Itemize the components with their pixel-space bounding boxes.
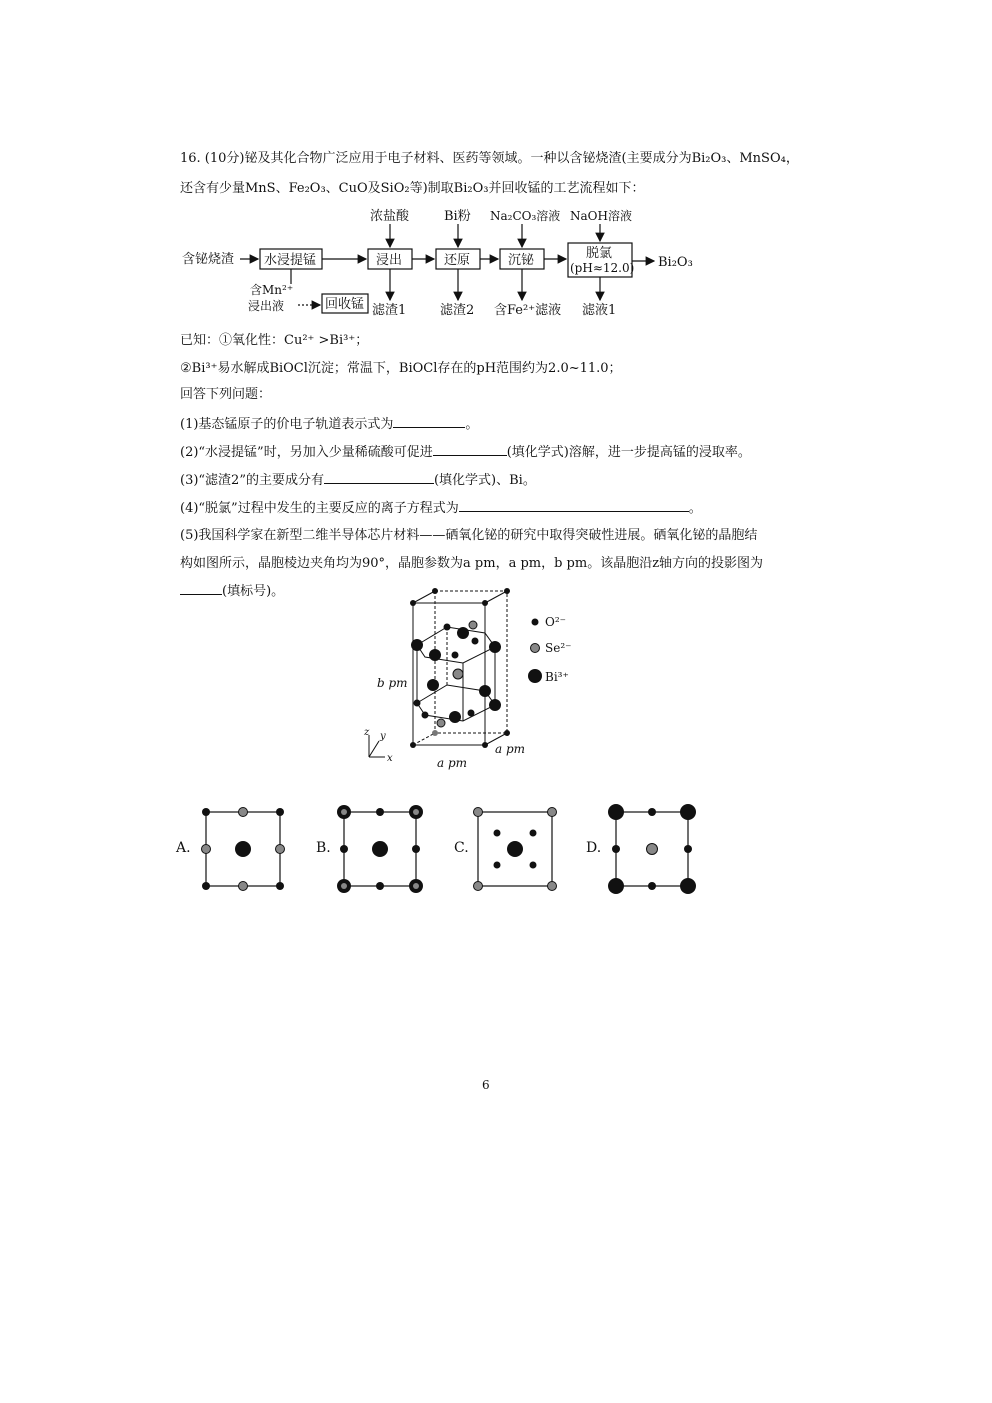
reagent-naoh: NaOH溶液 [570, 209, 632, 223]
reagent-hcl: 浓盐酸 [370, 209, 410, 224]
q1-text: (1)基态锰原子的价电子轨道表示式为 [180, 417, 394, 432]
legend-bi-marker [528, 669, 542, 683]
question-header [180, 150, 799, 168]
step-label-water-leach: 水浸提锰 [264, 253, 317, 268]
output-residue-2: 滤渣2 [440, 303, 475, 318]
known-line-3 [180, 386, 271, 404]
known-line-1 [180, 332, 368, 350]
question-2 [180, 443, 751, 462]
option-c-label[interactable]: C. [454, 840, 469, 856]
legend-bi-label: Bi³⁺ [545, 670, 569, 684]
step-label-dechlorinate-ph: (pH≈12.0) [570, 261, 635, 275]
step-label-leach: 浸出 [376, 253, 403, 268]
option-a-label[interactable]: A. [176, 840, 191, 856]
label-a-pm-right: a pm [495, 742, 526, 756]
reagent-bi-powder: Bi粉 [444, 209, 471, 224]
question-header-2 [180, 180, 644, 198]
output-residue-1: 滤渣1 [372, 303, 407, 318]
known-text-3: 回答下列问题： [180, 387, 272, 402]
label-b-pm: b pm [377, 676, 408, 690]
q1-end: 。 [465, 417, 479, 432]
question-5-line-2 [180, 555, 763, 573]
q5-text-3: (填标号)。 [222, 584, 285, 599]
q3-end: (填化学式)、Bi。 [433, 473, 536, 488]
q5-answer-blank[interactable] [180, 582, 222, 595]
q3-answer-blank[interactable] [324, 471, 434, 484]
q5-text-2: 构如图所示，晶胞棱边夹角均为90°，晶胞参数为a pm，a pm，b pm。该晶胞沿z轴方向的投影图为 [180, 556, 764, 571]
output-fe-filtrate: 含Fe²⁺滤液 [494, 303, 562, 318]
option-a-diagram[interactable] [202, 808, 285, 891]
step-label-dechlorinate: 脱氯 [586, 246, 613, 261]
recycle-mn-label: 回收锰 [325, 297, 365, 312]
q2-end: (填化学式)溶解，进一步提高锰的浸取率。 [506, 445, 751, 460]
page-number: 6 [482, 1078, 490, 1092]
question-3 [180, 471, 536, 490]
axis-z-label: z [364, 727, 370, 738]
legend-se-label: Se²⁻ [545, 641, 572, 655]
question-header-text-2: 还含有少量MnS、Fe₂O₃、CuO及SiO₂等)制取Bi₂O₃并回收锰的工艺流程如下： [180, 181, 645, 196]
question-1 [180, 415, 478, 434]
step-label-precipitate: 沉铋 [508, 253, 535, 268]
legend-se-marker [531, 644, 540, 653]
side-mn-label: 含Mn²⁺ [250, 283, 294, 297]
option-b-label[interactable]: B. [316, 840, 331, 856]
option-b-diagram[interactable] [337, 805, 423, 893]
crystal-cell-figure [355, 585, 615, 775]
question-header-text: 16. (10分)铋及其化合物广泛应用于电子材料、医药等领域。一种以含铋烧渣(主要成分为Bi₂O₃、MnSO₄， [180, 151, 799, 166]
projection-options [170, 798, 710, 902]
question-4 [180, 499, 702, 518]
flow-product-label: Bi₂O₃ [658, 255, 693, 270]
process-flow-diagram [170, 200, 730, 325]
question-5-line-1 [180, 527, 757, 545]
known-text-2: ②Bi³⁺易水解成BiOCl沉淀；常温下，BiOCl存在的pH范围约为2.0~11.0； [180, 361, 622, 376]
option-c-diagram[interactable] [474, 808, 557, 891]
q4-end: 。 [688, 501, 702, 516]
step-label-reduce: 还原 [444, 253, 471, 268]
known-line-2 [180, 360, 622, 378]
q4-text: (4)“脱氯”过程中发生的主要反应的离子方程式为 [180, 501, 459, 516]
q1-answer-blank[interactable] [393, 415, 465, 428]
q5-text-1: (5)我国科学家在新型二维半导体芯片材料——硒氧化铋的研究中取得突破性进展。硒氧化铋的晶胞结 [180, 528, 758, 543]
reagent-na2co3: Na₂CO₃溶液 [490, 209, 561, 223]
output-filtrate-1: 滤液1 [582, 303, 617, 318]
known-text-1: 已知：①氧化性：Cu²⁺ >Bi³⁺； [180, 333, 369, 348]
legend-o-label: O²⁻ [545, 615, 566, 629]
side-leachate-label: 浸出液 [248, 299, 285, 313]
q3-text: (3)“滤渣2”的主要成分有 [180, 473, 324, 488]
option-d-diagram[interactable] [608, 804, 696, 894]
q2-answer-blank[interactable] [433, 443, 507, 456]
label-a-pm-bottom: a pm [437, 756, 468, 770]
option-d-label[interactable]: D. [586, 840, 602, 856]
axis-x-label: x [387, 753, 393, 764]
question-5-line-3 [180, 582, 284, 601]
q4-answer-blank[interactable] [459, 499, 689, 512]
legend-o-marker [532, 619, 539, 626]
flow-start-label: 含铋烧渣 [182, 252, 235, 267]
axis-y-label: y [380, 731, 386, 742]
q2-text: (2)“水浸提锰”时，另加入少量稀硫酸可促进 [180, 445, 433, 460]
